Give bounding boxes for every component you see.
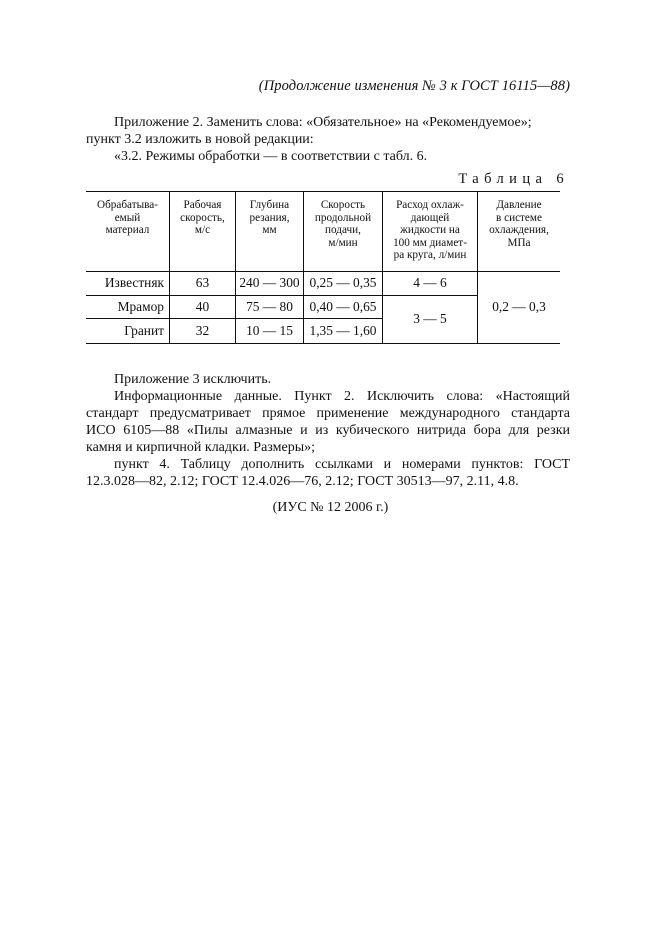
cell-depth: 240 — 300: [236, 272, 304, 296]
cell-depth: 10 — 15: [236, 319, 304, 344]
continuation-header: (Продолжение изменения № 3 к ГОСТ 16115—88): [258, 78, 570, 94]
point4-line-2: 12.3.028—82, 2.12; ГОСТ 12.4.026—76, 2.12; ГОСТ 30513—97, 2.11, 4.8.: [86, 474, 519, 489]
cell-speed: 40: [170, 296, 236, 319]
info-line-2: стандарт предусматривает прямое применение международного стандарта: [86, 406, 570, 421]
cell-coolant: 3 — 5: [383, 296, 478, 344]
cell-feed: 1,35 — 1,60: [304, 319, 383, 344]
cell-feed: 0,40 — 0,65: [304, 296, 383, 319]
cell-material: Мрамор: [86, 296, 170, 319]
info-line-4: камня и кирпичной кладки. Размеры»;: [86, 440, 316, 455]
cell-material: Известняк: [86, 272, 170, 296]
intro-line-1: Приложение 2. Заменить слова: «Обязательное» на «Рекомендуемое»;: [114, 115, 532, 130]
header-depth: Глубина резания, мм: [236, 192, 304, 272]
header-pressure: Давление в системе охлаждения, МПа: [478, 192, 561, 272]
cell-pressure: 0,2 — 0,3: [478, 272, 561, 344]
body-paragraphs: [86, 371, 570, 490]
cell-speed: 63: [170, 272, 236, 296]
appendix3-line: Приложение 3 исключить.: [114, 372, 272, 387]
ius-reference: (ИУС № 12 2006 г.): [272, 500, 389, 515]
info-line-1: Информационные данные. Пункт 2. Исключить слова: «Настоящий: [114, 389, 570, 404]
info-line-3: ИСО 6105—88 «Пилы алмазные и из кубического нитрида бора для резки: [86, 423, 570, 438]
cell-feed: 0,25 — 0,35: [304, 272, 383, 296]
intro-line-2: пункт 3.2 изложить в новой редакции:: [86, 132, 314, 147]
header-coolant: Расход охлаж- дающей жидкости на 100 мм диамет- ра круга, л/мин: [383, 192, 478, 272]
point4-line-1: пункт 4. Таблицу дополнить ссылками и номерами пунктов: ГОСТ: [114, 457, 570, 472]
cell-material: Гранит: [86, 319, 170, 344]
intro-paragraph: [86, 114, 570, 165]
header-material: Обрабатыва- емый материал: [86, 192, 170, 272]
cell-depth: 75 — 80: [236, 296, 304, 319]
intro-line-3: «3.2. Режимы обработки — в соответствии с табл. 6.: [114, 149, 428, 164]
table-row: [86, 272, 560, 296]
table-caption: Таблица 6: [458, 171, 569, 187]
header-feed: Скорость продольной подачи, м/мин: [304, 192, 383, 272]
table-6: [86, 191, 560, 344]
cell-speed: 32: [170, 319, 236, 344]
cell-coolant: 4 — 6: [383, 272, 478, 296]
header-speed: Рабочая скорость, м/с: [170, 192, 236, 272]
